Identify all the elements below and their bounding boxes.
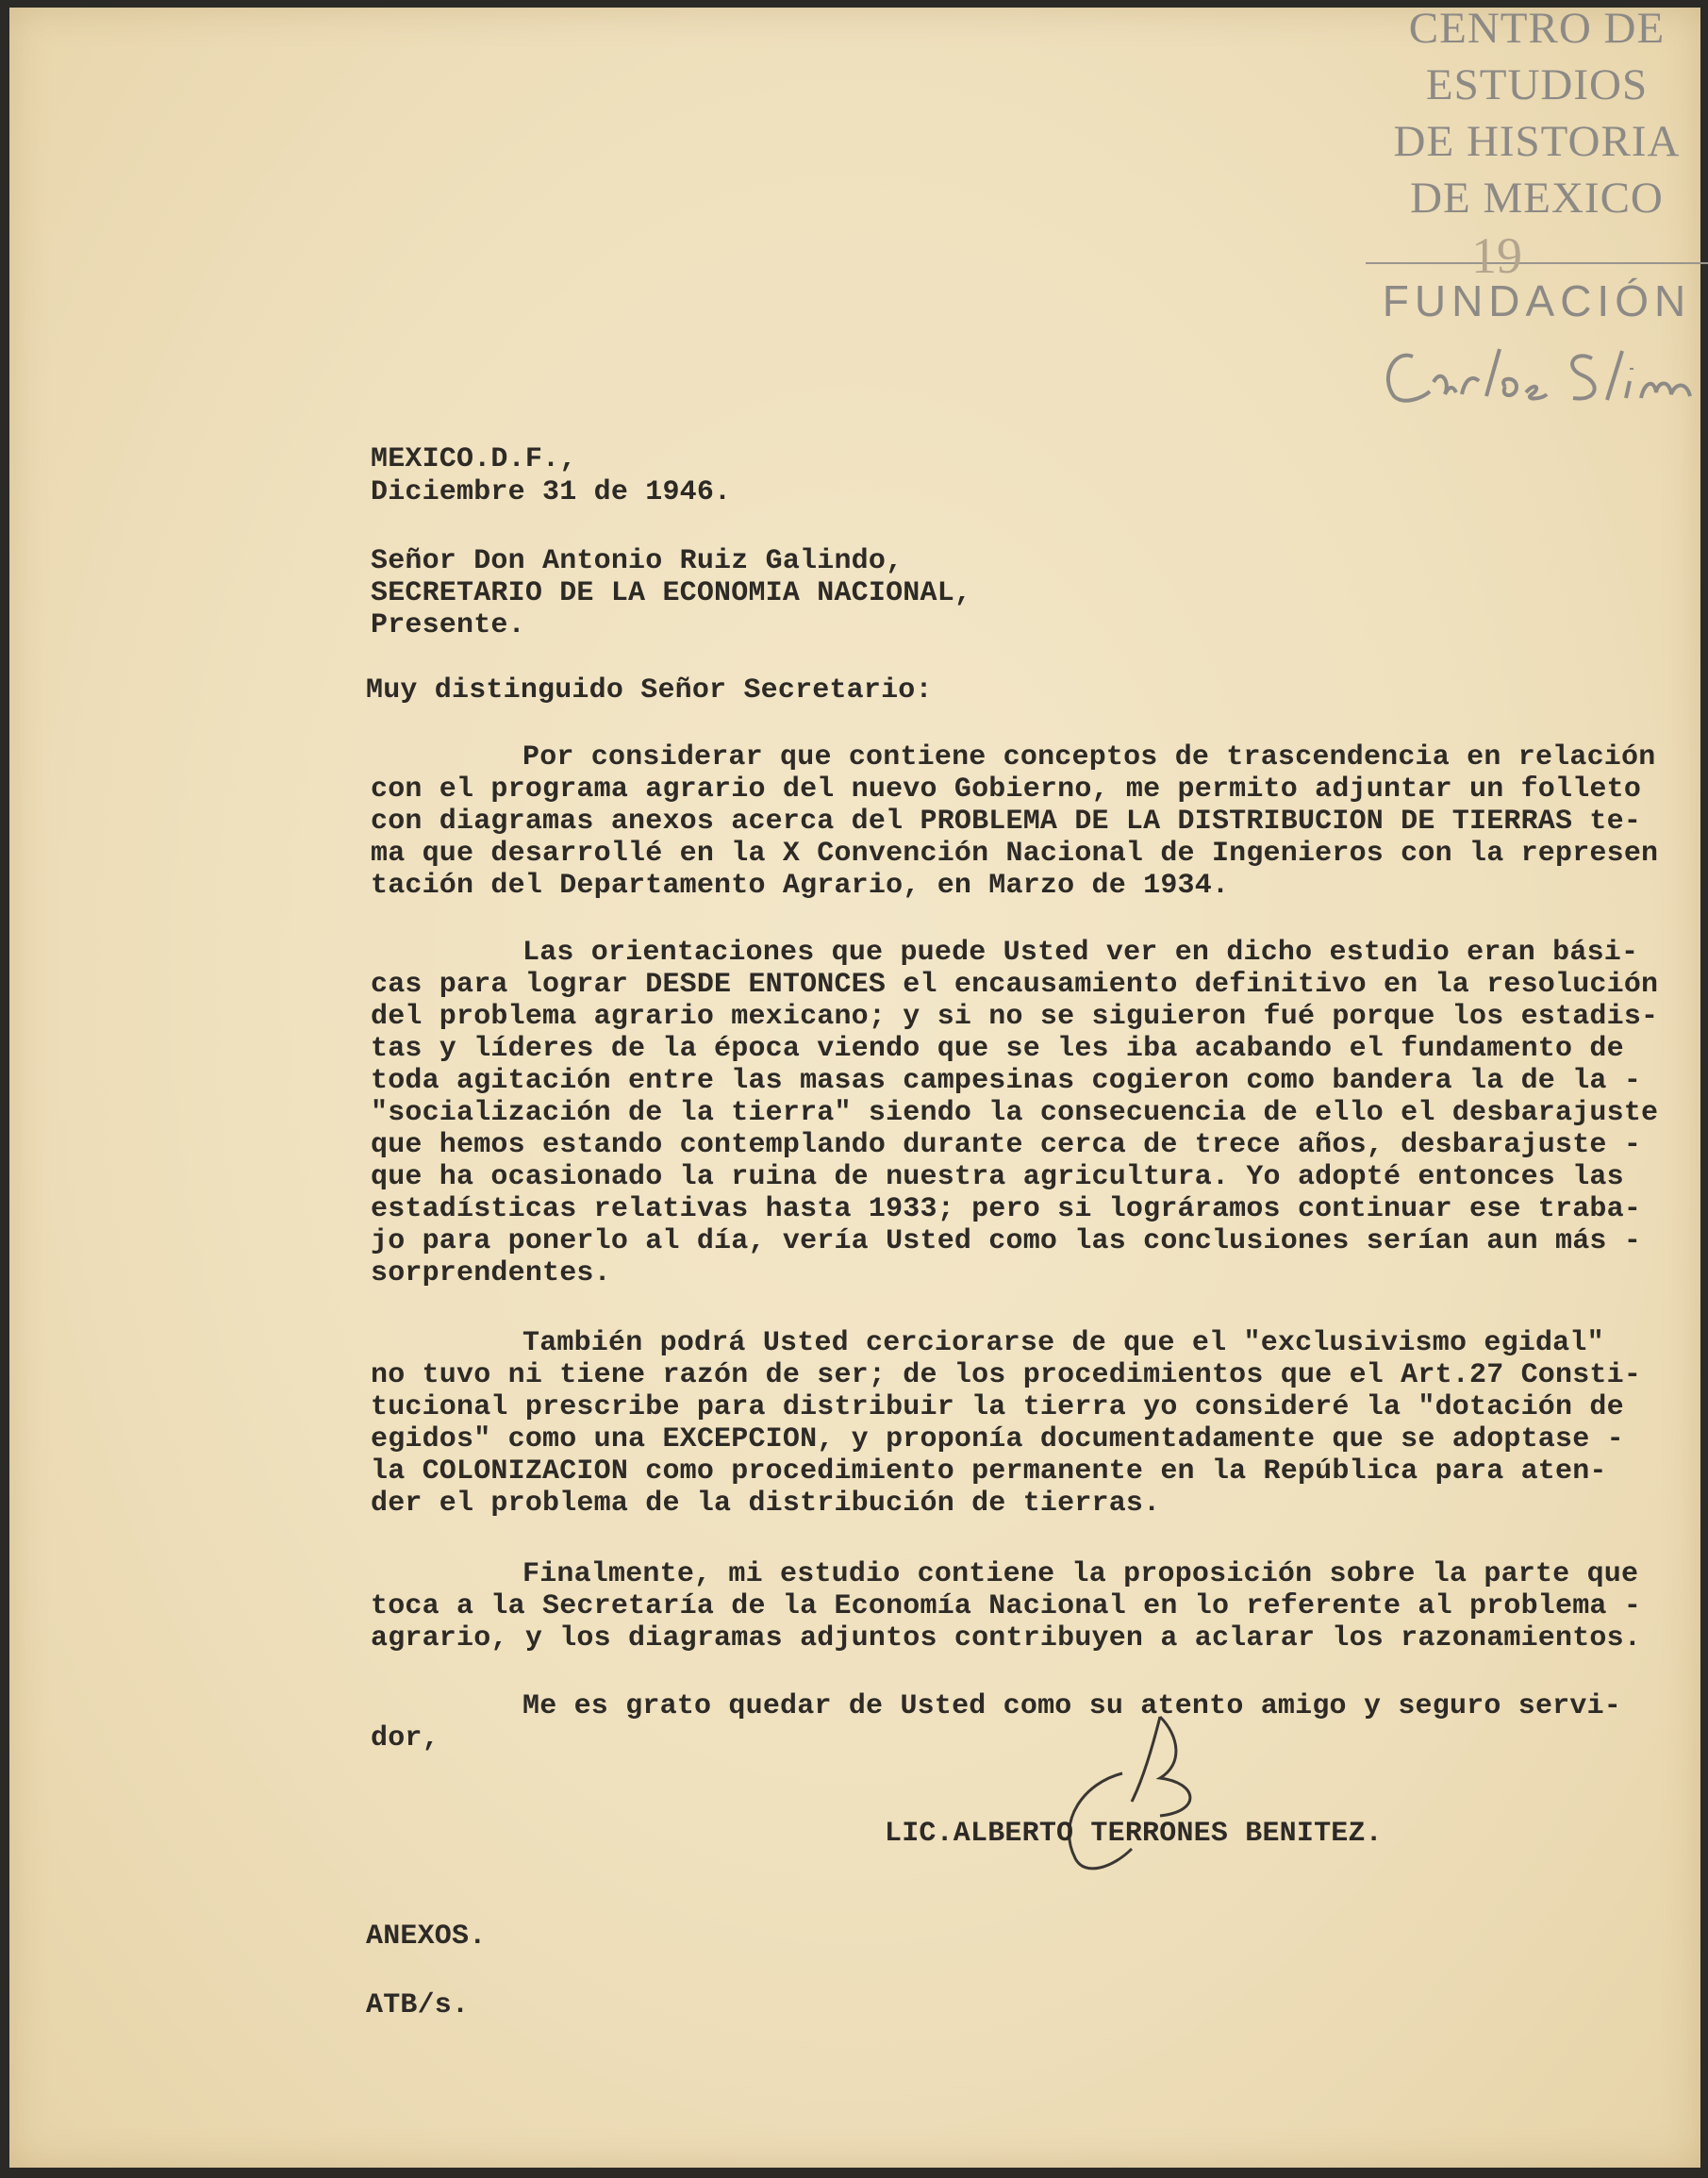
body-line: no tuvo ni tiene razón de ser; de los procedimientos que el Art.27 Consti- <box>371 1359 1642 1391</box>
body-line: Finalmente, mi estudio contiene la proposición sobre la parte que <box>522 1558 1639 1590</box>
body-line: der el problema de la distribución de tierras. <box>371 1488 1161 1520</box>
body-line: Por considerar que contiene conceptos de trascendencia en relación <box>522 741 1656 773</box>
letter-date: Diciembre 31 de 1946. <box>371 476 732 508</box>
body-line: toca a la Secretaría de la Economía Nacional en lo referente al problema - <box>371 1590 1642 1622</box>
body-line: jo para ponerlo al día, vería Usted como las conclusiones serían aun más - <box>371 1225 1642 1257</box>
body-line: que ha ocasionado la ruina de nuestra agricultura. Yo adopté entonces las <box>371 1161 1624 1193</box>
handwritten-signature <box>1019 1698 1264 1891</box>
body-line: toda agitación entre las masas campesinas cogieron como bandera la de la - <box>371 1065 1642 1097</box>
addressee-presente: Presente. <box>371 609 525 641</box>
body-line: agrario, y los diagramas adjuntos contribuyen a aclarar los razonamientos. <box>371 1622 1642 1654</box>
body-line: egidos" como una EXCEPCION, y proponía documentadamente que se adoptase - <box>371 1423 1624 1455</box>
closing-line: dor, <box>371 1722 439 1754</box>
watermark-line: CENTRO DE <box>1408 4 1666 53</box>
body-line: del problema agrario mexicano; y si no se siguieron fué porque los estadis- <box>371 1001 1659 1033</box>
closing-line: Me es grato quedar de Usted como su atento amigo y seguro servi- <box>522 1690 1621 1722</box>
body-line: con el programa agrario del nuevo Gobierno, me permito adjuntar un folleto <box>371 773 1642 806</box>
signatory-name: LIC.ALBERTO TERRONES BENITEZ. <box>885 1818 1383 1850</box>
page-number: 19 <box>1471 227 1522 284</box>
watermark-signature-logo <box>1375 340 1700 420</box>
archive-watermark <box>1366 0 1708 424</box>
body-line: tación del Departamento Agrario, en Marzo de 1934. <box>371 870 1230 902</box>
typist-initials: ATB/s. <box>366 1989 470 2021</box>
letter-place: MEXICO.D.F., <box>371 443 577 475</box>
body-line: Las orientaciones que puede Usted ver en dicho estudio eran bási- <box>522 937 1639 969</box>
watermark-line: DE MEXICO <box>1410 174 1664 223</box>
watermark-line: ESTUDIOS <box>1425 60 1649 109</box>
body-line: sorprendentes. <box>371 1257 611 1289</box>
body-line: "socialización de la tierra" siendo la consecuencia de ello el desbarajuste <box>371 1097 1659 1129</box>
annexes-label: ANEXOS. <box>366 1920 487 1953</box>
body-line: cas para lograr DESDE ENTONCES el encausamiento definitivo en la resolución <box>371 969 1659 1001</box>
body-line: que hemos estando contemplando durante cerca de trece años, desbarajuste - <box>371 1129 1642 1161</box>
body-line: tas y líderes de la época viendo que se les iba acabando el fundamento de <box>371 1033 1624 1065</box>
body-line: con diagramas anexos acerca del PROBLEMA DE LA DISTRIBUCION DE TIERRAS te- <box>371 806 1642 838</box>
watermark-line: DE HISTORIA <box>1393 117 1681 166</box>
addressee-name: Señor Don Antonio Ruiz Galindo, <box>371 545 904 577</box>
body-line: la COLONIZACION como procedimiento permanente en la República para aten- <box>371 1455 1607 1488</box>
salutation: Muy distinguido Señor Secretario: <box>366 674 933 707</box>
body-line: tucional prescribe para distribuir la tierra yo consideré la "dotación de <box>371 1391 1624 1423</box>
body-line: estadísticas relativas hasta 1933; pero si lográramos continuar ese traba- <box>371 1193 1642 1225</box>
addressee-title: SECRETARIO DE LA ECONOMIA NACIONAL, <box>371 577 972 609</box>
watermark-divider <box>1366 262 1708 264</box>
body-line: También podrá Usted cerciorarse de que el "exclusivismo egidal" <box>522 1327 1604 1359</box>
watermark-foundation: FUNDACIÓN <box>1382 276 1692 325</box>
body-line: ma que desarrollé en la X Convención Nacional de Ingenieros con la represen <box>371 838 1659 870</box>
